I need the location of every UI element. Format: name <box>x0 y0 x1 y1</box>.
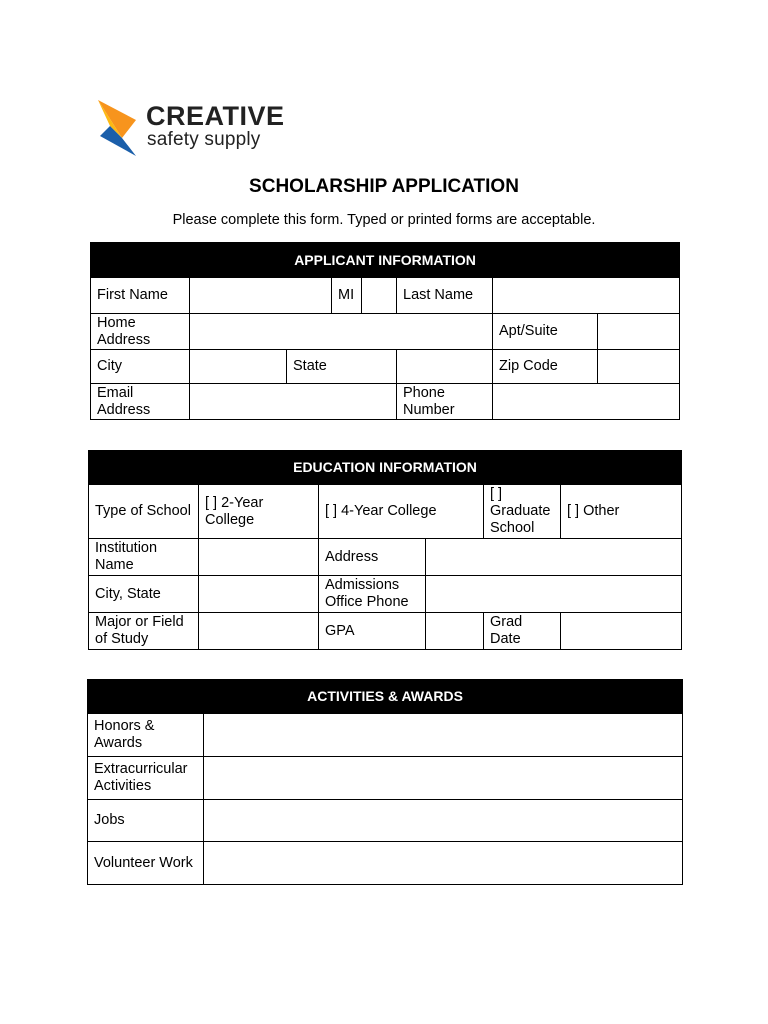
city-state-field[interactable] <box>199 576 319 613</box>
applicant-information-table <box>90 242 680 420</box>
email-address-field[interactable] <box>190 384 397 420</box>
city-field[interactable] <box>190 350 287 384</box>
option-4-year-college[interactable]: [ ] 4-Year College <box>319 485 484 539</box>
home-address-label: Home Address <box>91 314 190 350</box>
email-address-label: Email Address <box>91 384 190 420</box>
admissions-office-phone-field[interactable] <box>426 576 682 613</box>
option-other[interactable]: [ ] Other <box>561 485 682 539</box>
logo-brand-text: CREATIVE <box>146 101 285 131</box>
city-label: City <box>91 350 190 384</box>
honors-awards-label: Honors & Awards <box>88 714 204 757</box>
grad-date-field[interactable] <box>561 613 682 650</box>
state-field[interactable] <box>397 350 493 384</box>
state-label: State <box>287 350 397 384</box>
logo-mark-icon <box>96 98 140 158</box>
address-field[interactable] <box>426 539 682 576</box>
option-graduate-school[interactable]: [ ] Graduate School <box>484 485 561 539</box>
major-label: Major or Field of Study <box>89 613 199 650</box>
gpa-field[interactable] <box>426 613 484 650</box>
apt-suite-field[interactable] <box>598 314 680 350</box>
volunteer-work-label: Volunteer Work <box>88 842 204 885</box>
honors-awards-field[interactable] <box>204 714 683 757</box>
intro-text: Please complete this form. Typed or printed forms are acceptable. <box>172 212 596 228</box>
activities-section-header: ACTIVITIES & AWARDS <box>88 680 683 714</box>
admissions-office-phone-label: Admissions Office Phone <box>319 576 426 613</box>
extracurricular-activities-field[interactable] <box>204 757 683 800</box>
major-field[interactable] <box>199 613 319 650</box>
volunteer-work-field[interactable] <box>204 842 683 885</box>
mi-field[interactable] <box>362 278 397 314</box>
company-logo <box>96 96 296 158</box>
zip-code-field[interactable] <box>598 350 680 384</box>
option-2-year-college[interactable]: [ ] 2-Year College <box>199 485 319 539</box>
institution-name-label: Institution Name <box>89 539 199 576</box>
extracurricular-activities-label: Extracurricular Activities <box>88 757 204 800</box>
phone-number-label: Phone Number <box>397 384 493 420</box>
logo-tagline: safety supply <box>147 129 261 150</box>
city-state-label: City, State <box>89 576 199 613</box>
page-title: SCHOLARSHIP APPLICATION <box>249 176 519 197</box>
phone-number-field[interactable] <box>493 384 680 420</box>
grad-date-label: Grad Date <box>484 613 561 650</box>
gpa-label: GPA <box>319 613 426 650</box>
last-name-label: Last Name <box>397 278 493 314</box>
first-name-field[interactable] <box>190 278 332 314</box>
education-section-header: EDUCATION INFORMATION <box>89 451 682 485</box>
apt-suite-label: Apt/Suite <box>493 314 598 350</box>
last-name-field[interactable] <box>493 278 680 314</box>
home-address-field[interactable] <box>190 314 493 350</box>
address-label: Address <box>319 539 426 576</box>
education-information-table <box>88 450 682 650</box>
type-of-school-label: Type of School <box>89 485 199 539</box>
mi-label: MI <box>332 278 362 314</box>
activities-awards-table <box>87 679 683 885</box>
zip-code-label: Zip Code <box>493 350 598 384</box>
first-name-label: First Name <box>91 278 190 314</box>
applicant-section-header: APPLICANT INFORMATION <box>91 243 680 278</box>
jobs-label: Jobs <box>88 800 204 842</box>
institution-name-field[interactable] <box>199 539 319 576</box>
jobs-field[interactable] <box>204 800 683 842</box>
